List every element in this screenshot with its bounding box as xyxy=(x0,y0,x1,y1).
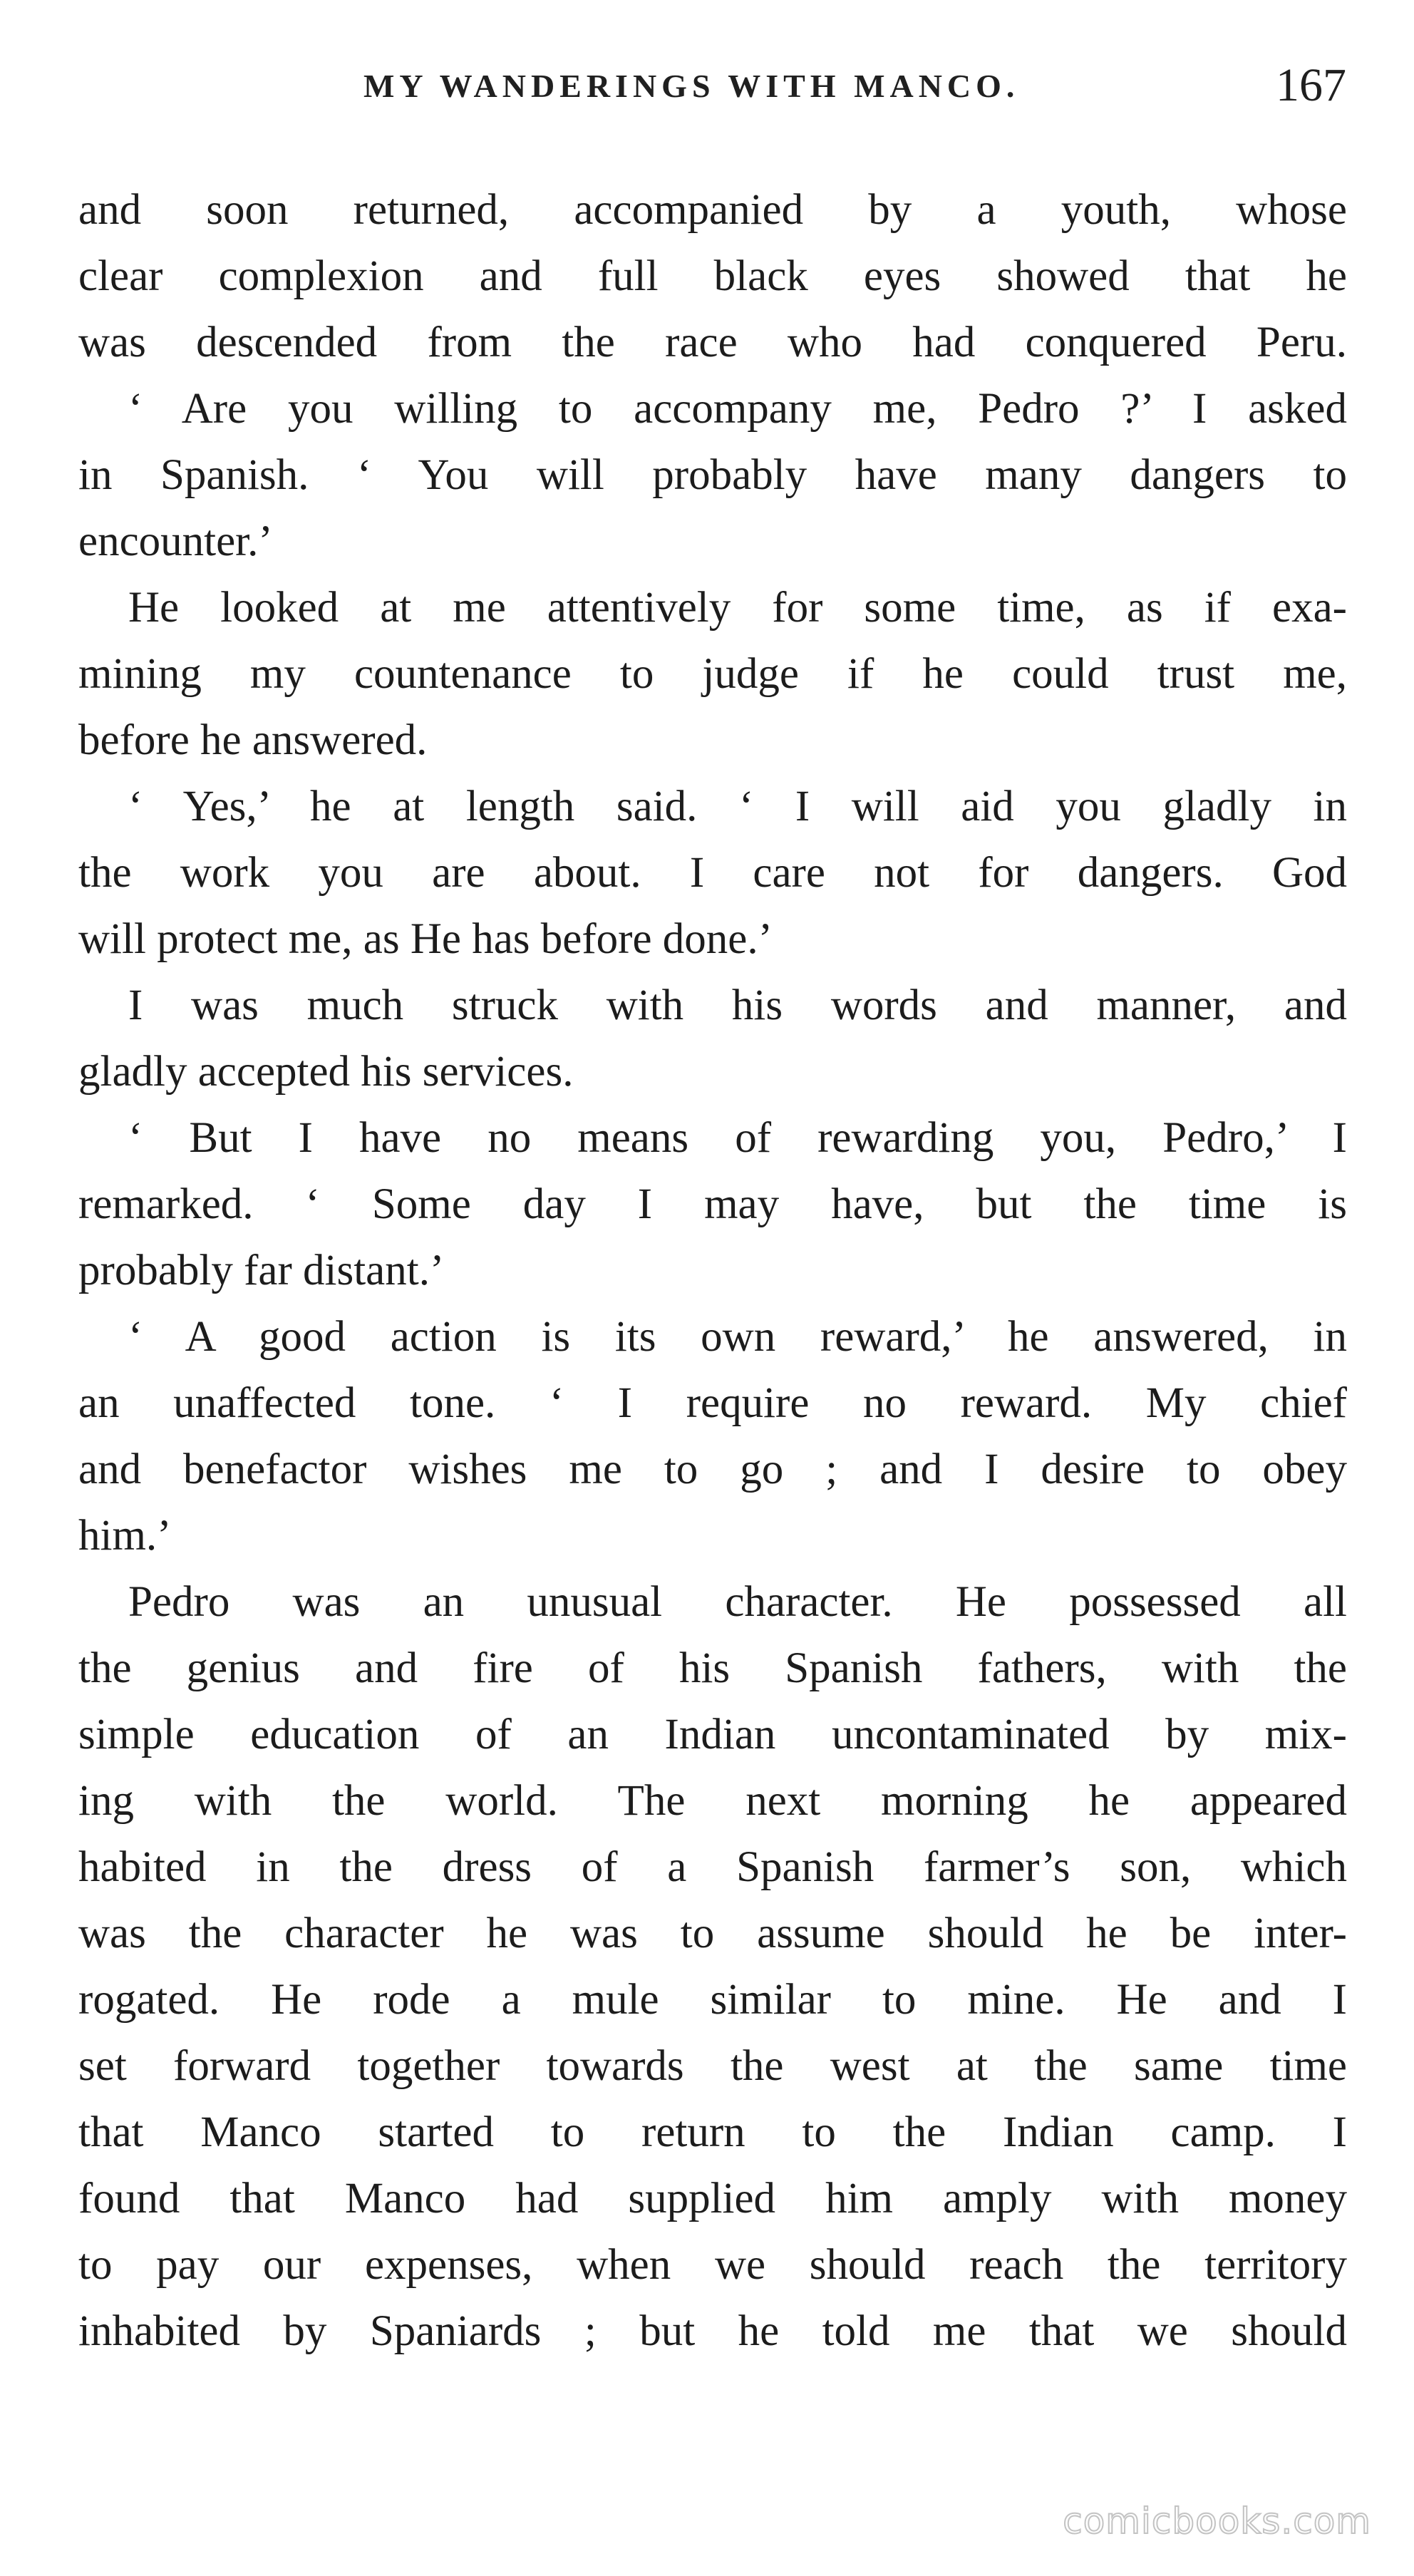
text-line: an unaffected tone. ‘ I require no reward. My chief xyxy=(78,1379,1347,1427)
text-line: him.’ xyxy=(78,1512,172,1560)
text-line: He looked at me attentively for some time, as if exa- xyxy=(128,584,1347,632)
text-line: ‘ A good action is its own reward,’ he answered, in xyxy=(128,1313,1347,1361)
text-line: was the character he was to assume should he be inter- xyxy=(78,1910,1347,1957)
text-line: probably far distant.’ xyxy=(78,1247,445,1294)
text-line: the genius and fire of his Spanish fathers, with the xyxy=(78,1644,1347,1692)
text-line: habited in the dress of a Spanish farmer’s son, which xyxy=(78,1843,1347,1891)
text-line: and benefactor wishes me to go ; and I desire to obey xyxy=(78,1446,1347,1493)
text-line: that Manco started to return to the Indian camp. I xyxy=(78,2108,1347,2156)
text-line: to pay our expenses, when we should reach the territory xyxy=(78,2241,1347,2289)
text-line: I was much struck with his words and manner, and xyxy=(128,982,1347,1029)
text-line: rogated. He rode a mule similar to mine. He and I xyxy=(78,1976,1347,2024)
page-number: 167 xyxy=(1276,59,1346,111)
text-line: found that Manco had supplied him amply with money xyxy=(78,2175,1347,2222)
running-title: MY WANDERINGS WITH MANCO. xyxy=(363,68,1020,104)
text-line: the work you are about. I care not for dangers. God xyxy=(78,849,1347,897)
text-line: was descended from the race who had conquered Peru. xyxy=(78,319,1347,366)
running-header xyxy=(78,58,1346,123)
text-line: ‘ Are you willing to accompany me, Pedro ?’ I asked xyxy=(128,385,1347,433)
text-line: mining my countenance to judge if he could trust me, xyxy=(78,650,1347,698)
text-line: clear complexion and full black eyes showed that he xyxy=(78,252,1347,300)
text-line: Pedro was an unusual character. He possessed all xyxy=(128,1578,1347,1626)
body-text xyxy=(78,177,1347,2364)
text-line: in Spanish. ‘ You will probably have many dangers to xyxy=(78,451,1347,499)
text-line: gladly accepted his services. xyxy=(78,1048,574,1096)
text-line: will protect me, as He has before done.’ xyxy=(78,915,773,963)
text-line: ‘ But I have no means of rewarding you, Pedro,’ I xyxy=(128,1114,1347,1162)
text-line: remarked. ‘ Some day I may have, but the time is xyxy=(78,1180,1347,1228)
text-line: and soon returned, accompanied by a youth, whose xyxy=(78,186,1347,234)
text-line: ing with the world. The next morning he appeared xyxy=(78,1777,1347,1825)
text-line: simple education of an Indian uncontaminated by mix- xyxy=(78,1711,1347,1758)
text-line: before he answered. xyxy=(78,716,428,764)
text-line: inhabited by Spaniards ; but he told me that we should xyxy=(78,2307,1347,2355)
text-line: ‘ Yes,’ he at length said. ‘ I will aid you gladly in xyxy=(128,783,1347,830)
text-line: set forward together towards the west at the same time xyxy=(78,2042,1347,2090)
text-line: encounter.’ xyxy=(78,517,273,565)
watermark-logo: comicbooks.com xyxy=(1063,2500,1371,2542)
